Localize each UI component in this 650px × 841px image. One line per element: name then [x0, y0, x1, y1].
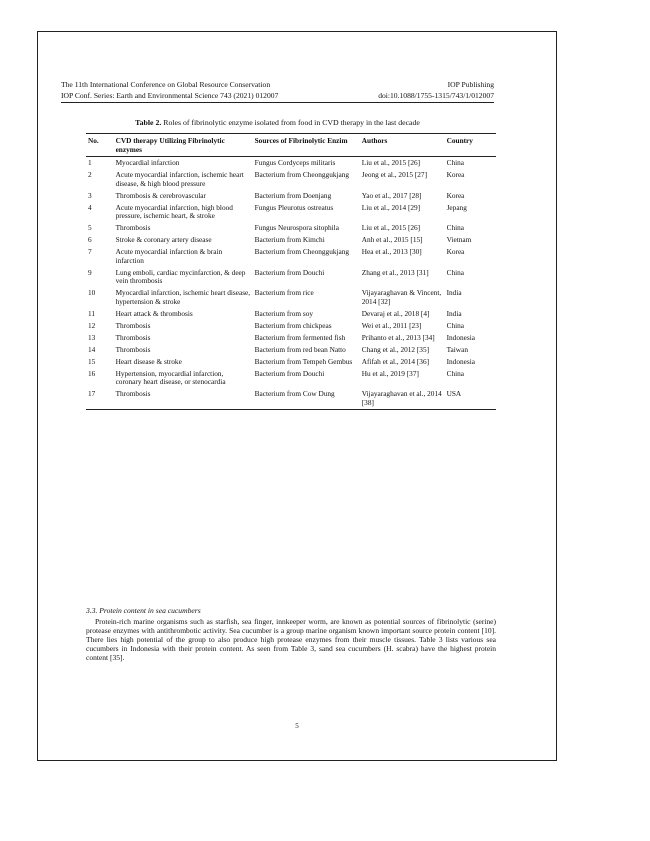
cell-no: 12 [88, 320, 96, 330]
table-row [86, 222, 496, 234]
cell-country: Korea [446, 190, 465, 200]
table-row [86, 246, 496, 267]
cell-no: 9 [88, 267, 92, 277]
cell-cvd-therapy: Thrombosis [115, 320, 151, 330]
cell-source: Bacterium from Doenjang [254, 190, 332, 200]
cell-country: Indonesia [446, 332, 475, 342]
table-row [86, 190, 496, 202]
table-row [86, 356, 496, 368]
cell-source: Bacterium from Tempeh Gembus [254, 356, 353, 366]
series-name: IOP Conf. Series: Earth and Environmental Science 743 (2021) 012007 [61, 91, 279, 100]
table-row [86, 320, 496, 332]
cell-country: India [446, 288, 462, 298]
cell-no: 1 [88, 157, 92, 167]
cell-authors: Zhang et al., 2013 [31] [361, 267, 429, 277]
table-caption-text: Roles of fibrinolytic enzyme isolated from food in CVD therapy in the last decade [163, 118, 420, 127]
table-row [86, 389, 496, 410]
cell-authors: Hea et al., 2013 [30] [361, 247, 422, 257]
cell-source: Bacterium from Cheonggukjang [254, 247, 350, 257]
cell-country: China [446, 157, 465, 167]
cell-cvd-therapy: Lung emboli, cardiac mycinfarction, & deep vein thrombosis [115, 267, 246, 286]
header-rule [61, 102, 494, 103]
cell-country: Korea [446, 169, 465, 179]
cell-cvd-therapy: Thrombosis [115, 223, 151, 233]
cell-cvd-therapy: Hypertension, myocardial infarction, coronary heart disease, or stenocardia [115, 368, 226, 387]
cell-no: 16 [88, 368, 96, 378]
cell-country: Jepang [446, 202, 467, 212]
cell-authors: Chang et al., 2012 [35] [361, 344, 430, 354]
cell-authors: Anh et al., 2015 [15] [361, 235, 423, 245]
cell-authors: Vijayaraghavan & Vincent, 2014 [32] [361, 288, 442, 306]
table-row [86, 287, 496, 308]
cell-authors: Prihanto et al., 2013 [34] [361, 332, 435, 342]
col-header-country: Country [445, 134, 496, 157]
cell-source: Bacterium from red bean Natto [254, 344, 346, 354]
cell-no: 14 [88, 344, 96, 354]
col-header-source: Sources of Fibrinolytic Enzim [253, 134, 360, 157]
running-header-top [61, 80, 494, 89]
cell-cvd-therapy: Thrombosis [114, 389, 253, 410]
cell-authors: Yao et al., 2017 [28] [361, 190, 422, 200]
cell-authors: Hu et al., 2019 [37] [361, 368, 419, 378]
table-row [86, 344, 496, 356]
doi-text: doi:10.1088/1755-1315/743/1/012007 [378, 91, 494, 100]
cell-authors: Liu et al., 2014 [29] [361, 202, 421, 212]
cell-no: 10 [88, 288, 96, 298]
section-heading: 3.3. Protein content in sea cucumbers [86, 606, 201, 615]
cell-no: 3 [88, 190, 92, 200]
table-row [86, 157, 496, 169]
cell-authors: Liu et al., 2015 [26] [361, 223, 421, 233]
cell-country: China [446, 267, 465, 277]
cell-source: Bacterium from Douchi [254, 368, 325, 378]
cell-source: Bacterium from chickpeas [254, 320, 332, 330]
cell-country: India [446, 308, 462, 318]
cell-authors: Vijayaraghavan et al., 2014 [38] [360, 389, 445, 410]
cell-source: Fungus Pleurotus ostreatus [254, 202, 334, 212]
section-paragraph: Protein-rich marine organisms such as starfish, sea finger, innkeeper worm, are known as potential sources of fibrinolytic (serine) protease enzymes with antithrombotic activity. Sea cucumber is a group marine organism known important source protein content [10]. There lies high potential of the group to also produce high protease enzymes from their muscle tissues. Table 3 lists various sea cucumbers in Indonesia with their protein content. As seen from Table 3, sand sea cucumbers (H. scabra) have the highest protein content [35]. [86, 617, 496, 663]
cell-no: 5 [88, 223, 92, 233]
col-header-authors: Authors [360, 134, 445, 157]
cell-no: 15 [88, 356, 96, 366]
cell-authors: Liu et al., 2015 [26] [361, 157, 421, 167]
cell-no: 17 [86, 389, 114, 410]
cell-no: 7 [88, 247, 92, 257]
col-header-no: No. [86, 134, 114, 157]
cell-source: Bacterium from rice [254, 288, 314, 298]
table-caption-label: Table 2. [135, 118, 162, 127]
cell-no: 6 [88, 235, 92, 245]
table-row [86, 308, 496, 320]
fibrinolytic-table [86, 133, 496, 410]
cell-cvd-therapy: Acute myocardial infarction, ischemic heart disease, & high blood pressure [115, 169, 244, 188]
cell-no: 4 [88, 202, 92, 212]
cell-country: USA [445, 389, 496, 410]
cell-source: Bacterium from Cow Dung [253, 389, 360, 410]
cell-source: Fungus Neurospora sitophila [254, 223, 339, 233]
publisher-name: IOP Publishing [447, 80, 494, 89]
cell-cvd-therapy: Myocardial infarction, ischemic heart disease, hypertension & stroke [115, 288, 251, 306]
table-row [86, 169, 496, 190]
cell-cvd-therapy: Stroke & coronary artery disease [115, 235, 212, 245]
cell-source: Bacterium from Douchi [254, 267, 325, 277]
cell-country: Korea [446, 247, 465, 257]
table-row [86, 267, 496, 288]
cell-no: 11 [88, 308, 96, 318]
cell-authors: Wei et al., 2011 [23] [361, 320, 422, 330]
cell-source: Bacterium from fermented fish [254, 332, 346, 342]
running-header-bottom [61, 91, 494, 100]
cell-cvd-therapy: Acute myocardial infarction, high blood pressure, ischemic heart, & stroke [115, 202, 233, 221]
cell-no: 13 [88, 332, 96, 342]
cell-cvd-therapy: Thrombosis [115, 344, 151, 354]
cell-cvd-therapy: Acute myocardial infarction & brain infarction [115, 247, 223, 265]
table-row [86, 332, 496, 344]
table-row [86, 234, 496, 246]
cell-country: Taiwan [446, 344, 468, 354]
cell-source: Bacterium from Kimchi [254, 235, 325, 245]
cell-country: China [446, 223, 465, 233]
cell-source: Bacterium from soy [254, 308, 313, 318]
cell-cvd-therapy: Thrombosis & cerebrovascular [115, 190, 206, 200]
cell-country: Indonesia [446, 356, 475, 366]
table-row [86, 202, 496, 223]
page-number: 5 [295, 722, 299, 730]
cell-no: 2 [88, 169, 92, 179]
cell-source: Bacterium from Cheonggukjang [254, 169, 350, 179]
table-caption [61, 118, 494, 127]
table-row [86, 368, 496, 389]
cell-cvd-therapy: Heart disease & stroke [115, 356, 182, 366]
cell-authors: Afifah et al., 2014 [36] [361, 356, 430, 366]
cell-country: Vietnam [446, 235, 472, 245]
cell-cvd-therapy: Myocardial infarction [115, 157, 180, 167]
cell-country: China [446, 368, 465, 378]
cell-cvd-therapy: Heart attack & thrombosis [115, 308, 193, 318]
cell-country: China [446, 320, 465, 330]
table-body [86, 157, 496, 410]
conference-name: The 11th International Conference on Global Resource Conservation [61, 80, 271, 89]
table-header-row [86, 134, 496, 157]
cell-authors: Jeong et al., 2015 [27] [361, 169, 428, 179]
cell-source: Fungus Cordyceps militaris [254, 157, 336, 167]
cell-cvd-therapy: Thrombosis [115, 332, 151, 342]
col-header-cvd: CVD therapy Utilizing Fibrinolytic enzymes [114, 134, 253, 157]
cell-authors: Devaraj et al., 2018 [4] [361, 308, 430, 318]
